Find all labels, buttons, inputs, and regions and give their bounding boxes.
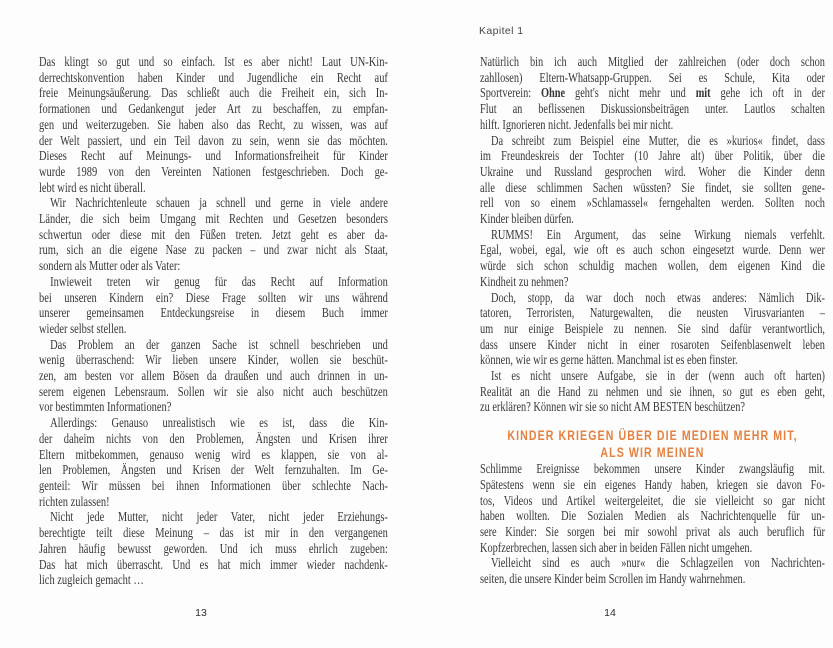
text-line: Inwieweit treten wir genug für das Recht auf Information xyxy=(50,273,388,289)
paragraph xyxy=(480,290,825,369)
text-line: unserer gemeinsamen Entdeckungsreise in diesem Buch immer xyxy=(39,305,388,321)
paragraph xyxy=(480,555,825,586)
text-line: Das hat mich überrascht. Und es hat mich immer wieder nachdenk- xyxy=(39,556,388,572)
section-heading-line: ALS WIR MEINEN xyxy=(600,445,705,461)
text-line: derrechtskonvention haben Kinder und Jugendliche ein Recht auf xyxy=(39,69,388,85)
text-line: können, wie wir es gerne hätten. Manchmal ist es eben finster. xyxy=(480,352,738,368)
page-number-left: 13 xyxy=(195,607,207,619)
text-line: wurde 1989 von den Vereinten Nationen festgeschrieben. Doch ge- xyxy=(39,163,388,179)
text-line: Ukraine und Russland gesprochen wird. Woher die Kinder denn xyxy=(480,163,825,179)
text-line: Eltern mitbekommen, genauso wenig wird es klappen, sie von al- xyxy=(39,446,388,462)
text-line: lich zugleich gemacht … xyxy=(39,572,144,588)
text-line: genteil: Wir müssen bei ihnen Informationen über schlechte Nach- xyxy=(39,477,388,493)
text-line: tos, Videos und Artikel weitergeleitet, die sie vielleicht so gar nicht xyxy=(480,492,825,508)
text-line: zahllosen) Eltern-Whatsapp-Gruppen. Sei es Schule, Kita oder xyxy=(480,69,825,85)
text-line: Realität an die Hand zu nehmen und sie ihnen, so gut es eben geht, xyxy=(480,383,825,399)
text-line: Doch, stopp, da war doch noch etwas anderes: Nämlich Dik- xyxy=(490,289,825,305)
text-line: Da schreibt zum Beispiel eine Mutter, die es »kurios« findet, dass xyxy=(490,132,825,148)
paragraph xyxy=(39,415,388,509)
text-line: Nicht jede Mutter, nicht jeder Vater, nicht jeder Erziehungs- xyxy=(50,509,388,525)
text-line: alle diese schlimmen Sachen wüssten? Sie findet, sie sollten gene- xyxy=(480,179,825,195)
paragraph xyxy=(39,54,388,195)
text-line: berechtigte teilt diese Meinung – das ist mir in den vergangenen xyxy=(39,525,388,541)
paragraph xyxy=(480,227,825,290)
running-header: Kapitel 1 xyxy=(479,25,524,37)
left-page-text-column xyxy=(39,54,388,588)
text-line: serem eigenen Lebensraum. Sollen wir sie also nicht auch beschützen xyxy=(39,383,388,399)
text-line: sondern als Mutter oder als Vater: xyxy=(39,258,181,274)
text-line: schwertun oder diese mit den Füßen treten. Jetzt geht es aber da- xyxy=(39,226,388,242)
paragraph xyxy=(480,54,825,133)
text-line: lebt wird es nicht überall. xyxy=(39,179,146,195)
text-line: RUMMS! Ein Argument, das seine Wirkung niemals verfehlt. xyxy=(490,226,825,242)
text-line: Das klingt so gut und so einfach. Ist es aber nicht! Laut UN-Kin- xyxy=(39,54,388,69)
text-line: um nur einige Beispiele zu nennen. Sie sind dafür verantwortlich, xyxy=(480,320,825,336)
text-line: hilft. Ignorieren nicht. Jedenfalls bei mir nicht. xyxy=(480,116,674,132)
text-line: sere Kinder: Sie sorgen bei mir sowohl privat als auch beruflich für xyxy=(480,523,825,539)
text-line: haben wollten. Die Sozialen Medien als Nachrichtenquelle für un- xyxy=(480,508,825,524)
text-line: Allerdings: Genauso unrealistisch wie es ist, dass die Kin- xyxy=(50,415,388,431)
text-line: freie Meinungsäußerung. Das schließt auch die Freiheit ein, sich In- xyxy=(39,85,388,101)
text-line: Egal, wobei, egal, wie oft es auch schon eingesetzt wurde. Denn wer xyxy=(480,242,825,258)
paragraph xyxy=(480,461,825,555)
text-line: seiten, die unsere Kinder beim Scrollen im Handy wahrnehmen. xyxy=(480,571,746,587)
paragraph xyxy=(480,368,825,415)
text-line: len Problemen, Ängsten und Krisen der Welt fernzuhalten. Im Ge- xyxy=(39,462,388,478)
text-line: gen und weiterzugeben. Sie haben also das Recht, zu wissen, was auf xyxy=(39,116,388,132)
text-line: Vielleicht sind es auch »nur« die Schlagzeilen von Nachrichten- xyxy=(490,555,825,571)
text-line: Jahren häufig bewusst geworden. Und ich muss ehrlich zugeben: xyxy=(39,540,388,556)
paragraph xyxy=(39,509,388,588)
text-line: wenig überraschend: Wir lieben unsere Kinder, wollen sie beschüt- xyxy=(39,352,388,368)
paragraph xyxy=(39,195,388,274)
text-line: vor bestimmten Informationen? xyxy=(39,399,172,415)
text-line: Wir Nachrichtenleute schauen ja schnell und gerne in viele andere xyxy=(50,195,388,211)
text-line: rell von so einem »Schlamassel« ferngehalten werden. Sollten noch xyxy=(480,195,825,211)
right-page-text-column xyxy=(480,54,825,587)
text-line: Schlimme Ereignisse bekommen unsere Kinder zwangsläufig mit. xyxy=(480,461,825,477)
text-line: Spätestens wenn sie ein eigenes Handy haben, kriegen sie davon Fo- xyxy=(480,476,825,492)
text-line: formationen und Gedankengut jeder Art zu beschaffen, zu empfan- xyxy=(39,101,388,117)
text-line: Flut an beflissenen Diskussionsbeiträgen unter. Lautlos schalten xyxy=(480,101,825,117)
text-line: Das Problem an der ganzen Sache ist schnell beschrieben und xyxy=(50,336,388,352)
text-line: wieder selbst stellen. xyxy=(39,320,127,336)
text-line: Sportverein: Ohne geht's nicht mehr und mit gehe ich oft in der xyxy=(480,85,825,101)
paragraph xyxy=(39,274,388,337)
text-line: Ist es nicht unsere Aufgabe, sie in der (wenn auch oft harten) xyxy=(490,368,825,384)
text-line: rum, sich an die eigene Nase zu packen – und zwar nicht als Staat, xyxy=(39,242,388,258)
text-line: Kindheit zu nehmen? xyxy=(480,273,569,289)
text-line: Kopfzerbrechen, lassen sich aber in beiden Fällen nicht umgehen. xyxy=(480,539,753,555)
text-line: zen, am besten vor allem Bösen da draußen und auch drinnen in un- xyxy=(39,368,388,384)
text-line: tatoren, Terroristen, Naturgewalten, die neusten Virusvarianten – xyxy=(480,305,825,321)
text-line: der Welt passiert, und ein Teil davon zu sein, wenn sie das möchten. xyxy=(39,132,388,148)
text-line: Dieses Recht auf Meinungs- und Informationsfreiheit für Kinder xyxy=(39,148,388,164)
paragraph xyxy=(480,133,825,227)
section-heading-line: KINDER KRIEGEN ÜBER DIE MEDIEN MEHR MIT, xyxy=(507,428,798,444)
text-line: dass unsere Kinder nicht in einer rosaroten Seifenblasenwelt leben xyxy=(480,336,825,352)
text-line: richten zulassen! xyxy=(39,493,110,509)
paragraph xyxy=(39,337,388,416)
text-line: im Freundeskreis der Tochter (10 Jahre alt) über Politik, über die xyxy=(480,148,825,164)
text-line: Kinder bleiben dürfen. xyxy=(480,211,574,227)
page-number-right: 14 xyxy=(604,607,616,619)
text-line: zu erklären? Können wir sie so nicht AM BESTEN beschützen? xyxy=(480,399,746,415)
section-heading xyxy=(480,427,825,461)
text-line: Natürlich bin ich auch Mitglied der zahlreichen (oder doch schon xyxy=(480,54,825,69)
text-line: der daheim nichts von den Problemen, Ängsten und Krisen ihrer xyxy=(39,430,388,446)
text-line: Länder, die sich beim Umgang mit Rechten und Gesetzen besonders xyxy=(39,211,388,227)
text-line: würde sich schon schuldig machen wollen, dem eigenen Kind die xyxy=(480,258,825,274)
text-line: bei unseren Kindern ein? Diese Frage sollten wir uns während xyxy=(39,289,388,305)
